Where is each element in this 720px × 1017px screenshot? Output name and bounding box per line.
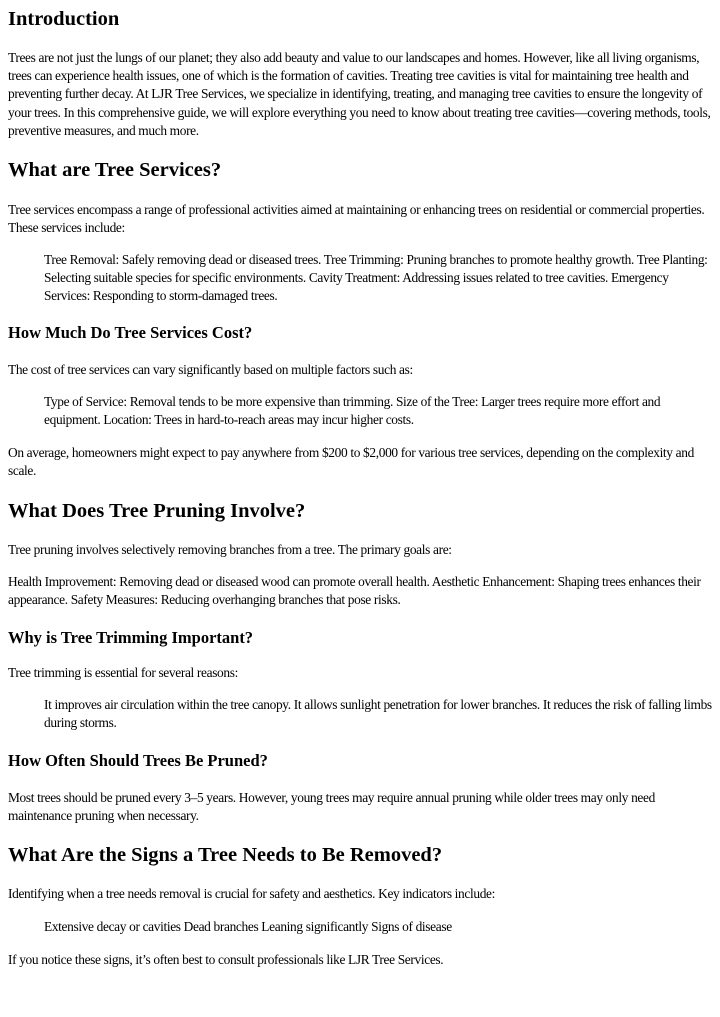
trimming-list: It improves air circulation within the tree canopy. It allows sunlight penetration for lower branches. It reduces the risk of falling limbs during storms. (44, 697, 712, 731)
cost-paragraph: The cost of tree services can vary significantly based on multiple factors such as: (8, 362, 413, 377)
removal-paragraph: Identifying when a tree needs removal is crucial for safety and aesthetics. Key indicators include: (8, 886, 496, 901)
trimming-heading: Why is Tree Trimming Important? (8, 628, 254, 647)
removal-closing: If you notice these signs, it’s often best to consult professionals like LJR Tree Services. (8, 952, 444, 967)
services-paragraph: Tree services encompass a range of professional activities aimed at maintaining or enhancing trees on residential or commercial properties. These services include: (8, 202, 705, 236)
trimming-paragraph: Tree trimming is essential for several reasons: (8, 665, 238, 680)
cost-list: Type of Service: Removal tends to be more expensive than trimming. Size of the Tree: Larger trees require more effort and equipment. Location: Trees in hard-to-reach areas may incur higher costs. (44, 394, 661, 428)
pruning-heading: What Does Tree Pruning Involve? (8, 500, 306, 522)
removal-heading: What Are the Signs a Tree Needs to Be Removed? (8, 844, 443, 866)
cost-summary: On average, homeowners might expect to pay anywhere from $200 to $2,000 for various tree services, depending on the complexity and scale. (8, 445, 694, 479)
pruning-goals: Health Improvement: Removing dead or diseased wood can promote overall health. Aesthetic Enhancement: Shaping trees enhances their appearance. Safety Measures: Reducing overhanging branches that pose risks. (8, 574, 701, 608)
removal-list: Extensive decay or cavities Dead branches Leaning significantly Signs of disease (44, 919, 452, 934)
services-list: Tree Removal: Safely removing dead or diseased trees. Tree Trimming: Pruning branches to promote healthy growth. Tree Planting: Selecting suitable species for specific environments. Cavity Treatment: Addressing issues related to tree cavities. Emergency Services: Responding to storm-damaged trees. (44, 252, 708, 304)
services-heading: What are Tree Services? (8, 159, 222, 181)
pruning-paragraph: Tree pruning involves selectively removing branches from a tree. The primary goals are: (8, 542, 452, 557)
frequency-paragraph: Most trees should be pruned every 3–5 years. However, young trees may require annual pruning while older trees may only need maintenance pruning when necessary. (8, 790, 655, 824)
intro-paragraph: Trees are not just the lungs of our planet; they also add beauty and value to our landscapes and homes. However, like all living organisms, trees can experience health issues, one of which is the formation of cavities. Treating tree cavities is vital for maintaining tree health and preventing further decay. At LJR Tree Services, we specialize in identifying, treating, and managing tree cavities to ensure the longevity of your trees. In this comprehensive guide, we will explore everything you need to know about treating tree cavities—covering methods, tools, preventive measures, and much more. (8, 50, 711, 138)
cost-heading: How Much Do Tree Services Cost? (8, 323, 253, 342)
frequency-heading: How Often Should Trees Be Pruned? (8, 751, 268, 770)
intro-heading: Introduction (8, 8, 120, 30)
